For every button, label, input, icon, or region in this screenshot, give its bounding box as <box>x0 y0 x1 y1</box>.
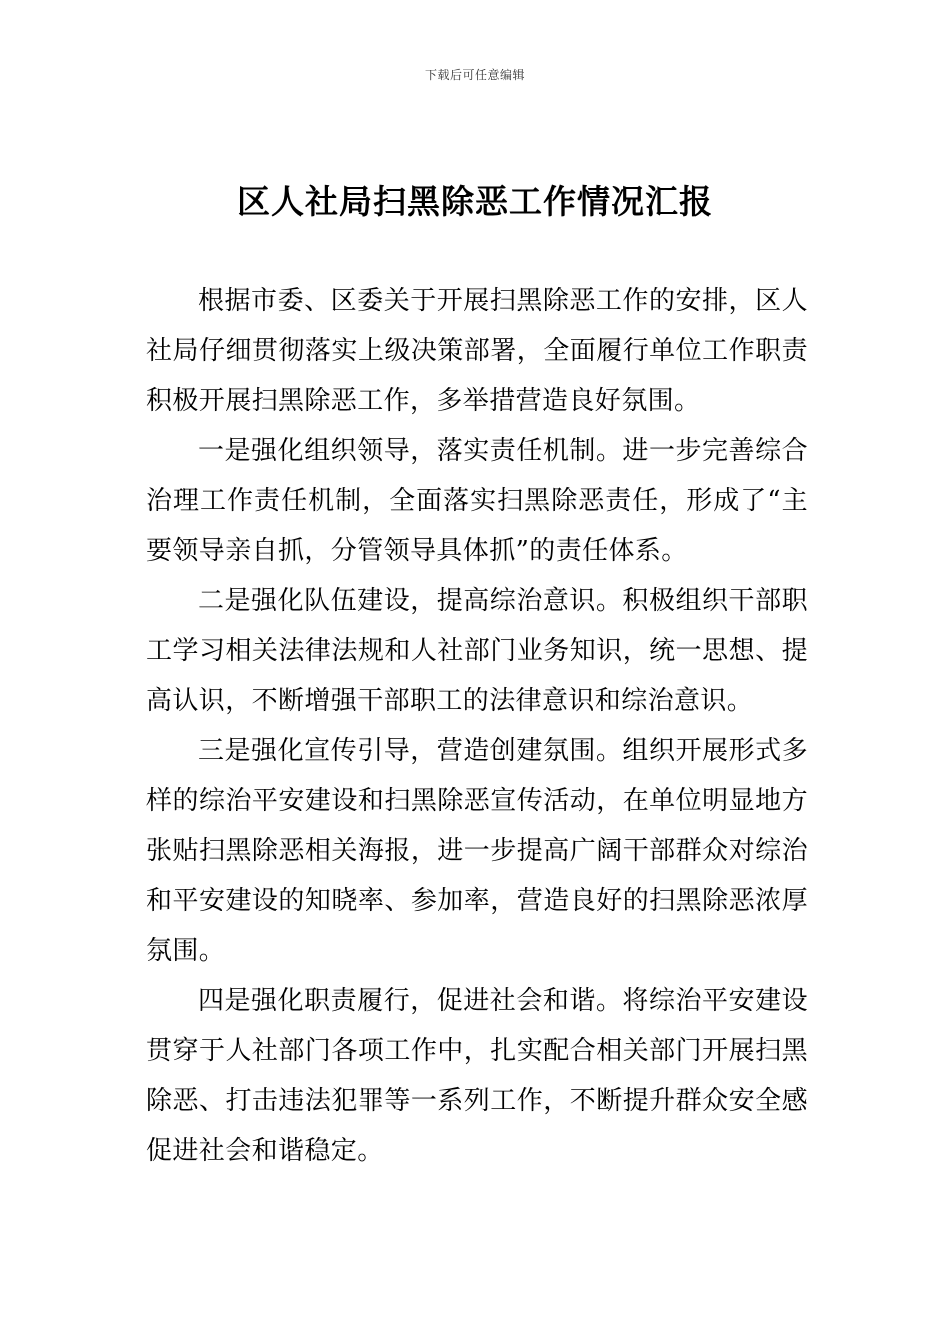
document-body <box>146 276 808 1176</box>
paragraph-intro: 根据市委、区委关于开展扫黑除恶工作的安排，区人社局仔细贯彻落实上级决策部署，全面履行单位工作职责积极开展扫黑除恶工作，多举措营造良好氛围。 <box>146 286 808 416</box>
paragraph-organization: 一是强化组织领导，落实责任机制。进一步完善综合治理工作责任机制，全面落实扫黑除恶责任，形成了“主要领导亲自抓，分管领导具体抓”的责任体系。 <box>146 436 808 566</box>
paragraph-publicity: 三是强化宣传引导，营造创建氛围。组织开展形式多样的综治平安建设和扫黑除恶宣传活动，在单位明显地方张贴扫黑除恶相关海报，进一步提高广阔干部群众对综治和平安建设的知晓率、参加率，营造良好的扫黑除恶浓厚氛围。 <box>146 736 808 966</box>
document-title: 区人社局扫黑除恶工作情况汇报 <box>237 182 713 221</box>
header-note: 下载后可任意编辑 <box>424 68 525 82</box>
paragraph-team-building: 二是强化队伍建设，提高综治意识。积极组织干部职工学习相关法律法规和人社部门业务知识，统一思想、提高认识，不断增强干部职工的法律意识和综治意识。 <box>146 586 808 716</box>
paragraph-duties: 四是强化职责履行，促进社会和谐。将综治平安建设贯穿于人社部门各项工作中，扎实配合相关部门开展扫黑除恶、打击违法犯罪等一系列工作，不断提升群众安全感促进社会和谐稳定。 <box>146 986 808 1166</box>
